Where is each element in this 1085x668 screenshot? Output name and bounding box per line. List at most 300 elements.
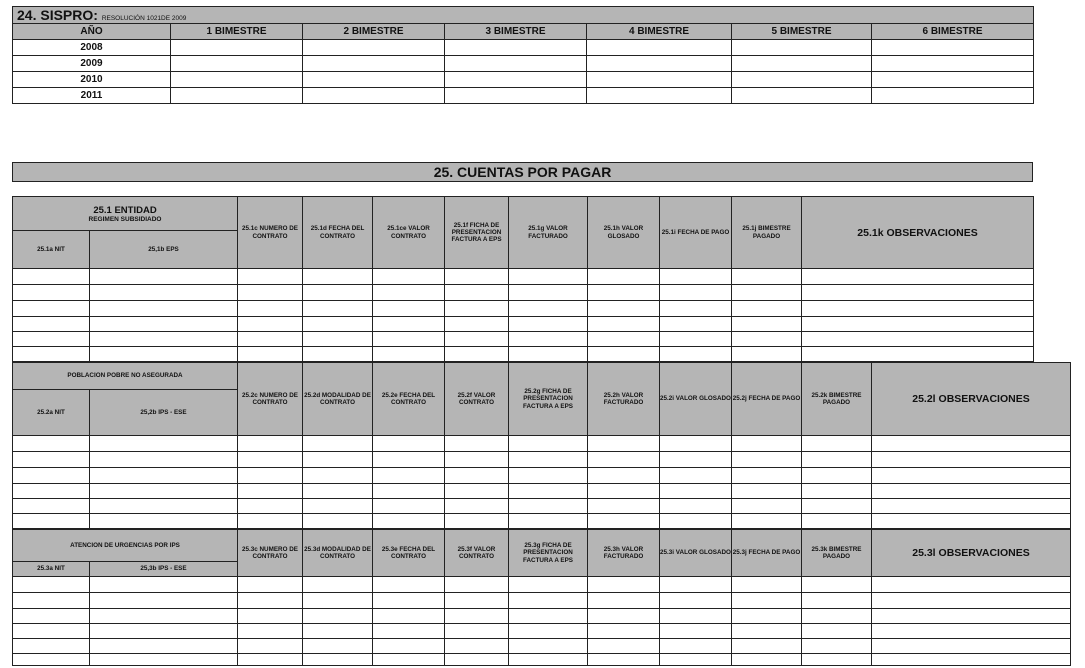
cell[interactable]: [13, 484, 90, 499]
cell[interactable]: [13, 436, 90, 452]
cell[interactable]: [90, 593, 238, 609]
value-cell[interactable]: [587, 88, 732, 104]
cell[interactable]: [660, 301, 732, 317]
value-cell[interactable]: [587, 72, 732, 88]
col-valor-glosado: 25.3i VALOR GLOSADO: [660, 530, 732, 577]
value-cell[interactable]: [303, 88, 445, 104]
year-cell: 2011: [13, 88, 171, 104]
bimestre-4-header: 4 BIMESTRE: [587, 24, 732, 40]
cell[interactable]: [660, 452, 732, 468]
value-cell[interactable]: [445, 56, 587, 72]
cell[interactable]: [238, 499, 303, 514]
col-nit: 25.1a NIT: [13, 231, 90, 269]
cell[interactable]: [509, 499, 588, 514]
cell[interactable]: [660, 499, 732, 514]
cell[interactable]: [13, 624, 90, 639]
cell[interactable]: [13, 332, 90, 347]
cell[interactable]: [802, 301, 1034, 317]
cell[interactable]: [802, 484, 872, 499]
cell[interactable]: [732, 654, 802, 666]
cell[interactable]: [90, 499, 238, 514]
table-row: [13, 269, 1034, 285]
col-bimestre-pagado: 25.1j BIMESTRE PAGADO: [732, 197, 802, 269]
entidad-subtitle: REGIMEN SUBSIDIADO: [88, 215, 162, 223]
cell[interactable]: [13, 609, 90, 624]
cell[interactable]: [303, 624, 373, 639]
cell[interactable]: [588, 332, 660, 347]
cell[interactable]: [373, 301, 445, 317]
cell[interactable]: [238, 452, 303, 468]
cell[interactable]: [90, 452, 238, 468]
col-valor-contrato: 25.1ce VALOR CONTRATO: [373, 197, 445, 269]
cell[interactable]: [303, 347, 373, 362]
cell[interactable]: [802, 624, 872, 639]
cell[interactable]: [732, 499, 802, 514]
cell[interactable]: [13, 654, 90, 666]
cell[interactable]: [445, 577, 509, 593]
cell[interactable]: [509, 317, 588, 332]
cell[interactable]: [445, 332, 509, 347]
cell[interactable]: [13, 347, 90, 362]
cell[interactable]: [732, 624, 802, 639]
cell[interactable]: [802, 332, 1034, 347]
cell[interactable]: [238, 593, 303, 609]
sispro-header-row: [13, 24, 1034, 40]
cell[interactable]: [588, 484, 660, 499]
cell[interactable]: [802, 269, 1034, 285]
cell[interactable]: [872, 484, 1071, 499]
cell[interactable]: [660, 577, 732, 593]
value-cell[interactable]: [732, 56, 872, 72]
cell[interactable]: [802, 514, 872, 529]
cell[interactable]: [872, 577, 1071, 593]
poblacion-pobre-table: [12, 362, 1071, 529]
cell[interactable]: [872, 436, 1071, 452]
cell[interactable]: [509, 639, 588, 654]
cell[interactable]: [445, 609, 509, 624]
cell[interactable]: [303, 452, 373, 468]
table-row: [13, 332, 1034, 347]
value-cell[interactable]: [732, 88, 872, 104]
cell[interactable]: [373, 577, 445, 593]
cell[interactable]: [238, 577, 303, 593]
table-row: [13, 499, 1071, 514]
cell[interactable]: [872, 452, 1071, 468]
cell[interactable]: [872, 514, 1071, 529]
cell[interactable]: [373, 347, 445, 362]
col-nit: 25.3a NIT: [13, 562, 90, 577]
cell[interactable]: [238, 317, 303, 332]
cell[interactable]: [802, 468, 872, 484]
cell[interactable]: [802, 347, 1034, 362]
cell[interactable]: [732, 269, 802, 285]
cell[interactable]: [303, 332, 373, 347]
year-row: [13, 88, 1034, 104]
cell[interactable]: [373, 514, 445, 529]
value-cell[interactable]: [587, 40, 732, 56]
cell[interactable]: [588, 577, 660, 593]
table-row: [13, 624, 1071, 639]
cell[interactable]: [303, 436, 373, 452]
cell[interactable]: [445, 317, 509, 332]
col-modalidad-contrato: 25.3d MODALIDAD DE CONTRATO: [303, 530, 373, 577]
col-valor-contrato: 25.2f VALOR CONTRATO: [445, 363, 509, 436]
cell[interactable]: [588, 624, 660, 639]
cell[interactable]: [90, 317, 238, 332]
year-header: AÑO: [13, 24, 171, 40]
cell[interactable]: [588, 639, 660, 654]
cell[interactable]: [303, 301, 373, 317]
cell[interactable]: [445, 624, 509, 639]
cell[interactable]: [509, 624, 588, 639]
cell[interactable]: [588, 301, 660, 317]
value-cell[interactable]: [303, 40, 445, 56]
cell[interactable]: [509, 654, 588, 666]
cell[interactable]: [13, 452, 90, 468]
cell[interactable]: [660, 347, 732, 362]
cell[interactable]: [802, 499, 872, 514]
cell[interactable]: [660, 269, 732, 285]
year-cell: 2008: [13, 40, 171, 56]
value-cell[interactable]: [587, 56, 732, 72]
cell[interactable]: [588, 269, 660, 285]
cell[interactable]: [373, 609, 445, 624]
cell[interactable]: [90, 468, 238, 484]
cell[interactable]: [373, 484, 445, 499]
value-cell[interactable]: [445, 88, 587, 104]
cell[interactable]: [588, 468, 660, 484]
cell[interactable]: [13, 301, 90, 317]
cell[interactable]: [509, 347, 588, 362]
col-fecha-pago: 25.1i FECHA DE PAGO: [660, 197, 732, 269]
cell[interactable]: [509, 269, 588, 285]
table-row: [13, 484, 1071, 499]
bimestre-5-header: 5 BIMESTRE: [732, 24, 872, 40]
value-cell[interactable]: [732, 72, 872, 88]
cell[interactable]: [509, 514, 588, 529]
cell[interactable]: [238, 269, 303, 285]
cell[interactable]: [303, 609, 373, 624]
cell[interactable]: [303, 639, 373, 654]
cell[interactable]: [303, 285, 373, 301]
cell[interactable]: [90, 484, 238, 499]
sispro-title-cell: [13, 7, 1034, 24]
value-cell[interactable]: [872, 72, 1034, 88]
cell[interactable]: [90, 624, 238, 639]
cell[interactable]: [802, 577, 872, 593]
cell[interactable]: [373, 499, 445, 514]
table-row: [13, 654, 1071, 666]
cell[interactable]: [373, 269, 445, 285]
cell[interactable]: [238, 436, 303, 452]
cell[interactable]: [660, 468, 732, 484]
col-valor-facturado: 25.3h VALOR FACTURADO: [588, 530, 660, 577]
cell[interactable]: [802, 436, 872, 452]
cell[interactable]: [660, 654, 732, 666]
year-cell: 2009: [13, 56, 171, 72]
cuentas-por-pagar-title: 25. CUENTAS POR PAGAR: [12, 162, 1033, 182]
cell[interactable]: [445, 484, 509, 499]
cell[interactable]: [509, 609, 588, 624]
cell[interactable]: [90, 514, 238, 529]
table-row: [13, 577, 1071, 593]
cell[interactable]: [872, 624, 1071, 639]
cell[interactable]: [13, 285, 90, 301]
cell[interactable]: [445, 436, 509, 452]
cell[interactable]: [732, 436, 802, 452]
cell[interactable]: [802, 654, 872, 666]
cell[interactable]: [13, 317, 90, 332]
cell[interactable]: [872, 654, 1071, 666]
entidad-table: [12, 196, 1034, 362]
cell[interactable]: [90, 436, 238, 452]
value-cell[interactable]: [171, 88, 303, 104]
cell[interactable]: [588, 654, 660, 666]
cell[interactable]: [732, 317, 802, 332]
cell[interactable]: [588, 317, 660, 332]
value-cell[interactable]: [445, 72, 587, 88]
cell[interactable]: [509, 593, 588, 609]
cell[interactable]: [660, 609, 732, 624]
cell[interactable]: [303, 577, 373, 593]
cell[interactable]: [445, 301, 509, 317]
cell[interactable]: [238, 468, 303, 484]
cell[interactable]: [445, 514, 509, 529]
cell[interactable]: [13, 269, 90, 285]
entidad-group-header: [13, 197, 238, 231]
cell[interactable]: [732, 468, 802, 484]
cell[interactable]: [303, 654, 373, 666]
cell[interactable]: [90, 332, 238, 347]
cell[interactable]: [238, 654, 303, 666]
cell[interactable]: [373, 639, 445, 654]
value-cell[interactable]: [171, 72, 303, 88]
cell[interactable]: [660, 332, 732, 347]
year-cell: 2010: [13, 72, 171, 88]
cell[interactable]: [802, 609, 872, 624]
cell[interactable]: [373, 468, 445, 484]
table-row: [13, 347, 1034, 362]
cell[interactable]: [588, 452, 660, 468]
cell[interactable]: [373, 332, 445, 347]
cell[interactable]: [445, 347, 509, 362]
col-valor-facturado: 25.2h VALOR FACTURADO: [588, 363, 660, 436]
bimestre-2-header: 2 BIMESTRE: [303, 24, 445, 40]
cell[interactable]: [445, 452, 509, 468]
cell[interactable]: [238, 484, 303, 499]
cell[interactable]: [13, 577, 90, 593]
col-ips-ese: 25,2b IPS - ESE: [90, 390, 238, 436]
cell[interactable]: [303, 484, 373, 499]
cell[interactable]: [238, 332, 303, 347]
cell[interactable]: [90, 285, 238, 301]
cell[interactable]: [13, 639, 90, 654]
cell[interactable]: [303, 468, 373, 484]
entidad-title: 25.1 ENTIDAD: [93, 204, 157, 216]
col-fecha-pago: 25.3j FECHA DE PAGO: [732, 530, 802, 577]
cell[interactable]: [13, 514, 90, 529]
atencion-urgencias-header: ATENCION DE URGENCIAS POR IPS: [13, 530, 238, 562]
cell[interactable]: [303, 499, 373, 514]
cell[interactable]: [660, 593, 732, 609]
cell[interactable]: [509, 484, 588, 499]
cell[interactable]: [732, 484, 802, 499]
cell[interactable]: [802, 452, 872, 468]
table-row: [13, 468, 1071, 484]
cell[interactable]: [445, 468, 509, 484]
cell[interactable]: [732, 347, 802, 362]
cell[interactable]: [373, 624, 445, 639]
cell[interactable]: [13, 468, 90, 484]
cell[interactable]: [509, 301, 588, 317]
cell[interactable]: [802, 639, 872, 654]
col-valor-contrato: 25.3f VALOR CONTRATO: [445, 530, 509, 577]
table-row: [13, 639, 1071, 654]
col-ficha-presentacion: 25.2g FICHA DE PRESENTACION FACTURA A EPS: [509, 363, 588, 436]
cell[interactable]: [445, 499, 509, 514]
cell[interactable]: [588, 285, 660, 301]
cell[interactable]: [90, 347, 238, 362]
table-row: [13, 301, 1034, 317]
cell[interactable]: [90, 639, 238, 654]
cell[interactable]: [588, 593, 660, 609]
cell[interactable]: [732, 609, 802, 624]
cell[interactable]: [588, 514, 660, 529]
cell[interactable]: [445, 639, 509, 654]
col-eps: 25,1b EPS: [90, 231, 238, 269]
value-cell[interactable]: [171, 40, 303, 56]
cell[interactable]: [660, 285, 732, 301]
cell[interactable]: [238, 624, 303, 639]
cell[interactable]: [238, 285, 303, 301]
cell[interactable]: [660, 436, 732, 452]
cell[interactable]: [802, 285, 1034, 301]
cell[interactable]: [303, 269, 373, 285]
cell[interactable]: [588, 609, 660, 624]
cell[interactable]: [732, 514, 802, 529]
cell[interactable]: [445, 285, 509, 301]
year-row: [13, 56, 1034, 72]
cell[interactable]: [90, 301, 238, 317]
cell[interactable]: [732, 332, 802, 347]
cell[interactable]: [732, 593, 802, 609]
cell[interactable]: [509, 332, 588, 347]
cell[interactable]: [238, 514, 303, 529]
cell[interactable]: [588, 436, 660, 452]
cell[interactable]: [373, 593, 445, 609]
col-ficha-presentacion: 25.1f FICHA DE PRESENTACION FACTURA A EPS: [445, 197, 509, 269]
year-row: [13, 72, 1034, 88]
col-bimestre-pagado: 25.3k BIMESTRE PAGADO: [802, 530, 872, 577]
table-row: [13, 609, 1071, 624]
cell[interactable]: [373, 452, 445, 468]
value-cell[interactable]: [445, 40, 587, 56]
cell[interactable]: [509, 468, 588, 484]
col-fecha-contrato: 25.3e FECHA DEL CONTRATO: [373, 530, 445, 577]
value-cell[interactable]: [872, 56, 1034, 72]
cell[interactable]: [303, 593, 373, 609]
cell[interactable]: [588, 347, 660, 362]
value-cell[interactable]: [732, 40, 872, 56]
cell[interactable]: [373, 654, 445, 666]
value-cell[interactable]: [872, 40, 1034, 56]
col-fecha-contrato: 25.2e FECHA DEL CONTRATO: [373, 363, 445, 436]
table-row: [13, 436, 1071, 452]
cell[interactable]: [303, 514, 373, 529]
col-modalidad-contrato: 25.2d MODALIDAD DE CONTRATO: [303, 363, 373, 436]
col-bimestre-pagado: 25.2k BIMESTRE PAGADO: [802, 363, 872, 436]
col-numero-contrato: 25.2c NUMERO DE CONTRATO: [238, 363, 303, 436]
cell[interactable]: [660, 484, 732, 499]
cell[interactable]: [13, 593, 90, 609]
table-row: [13, 593, 1071, 609]
value-cell[interactable]: [171, 56, 303, 72]
sispro-resolution: RESOLUCIÓN 1021DE 2009: [101, 15, 187, 22]
cell[interactable]: [872, 499, 1071, 514]
cell[interactable]: [872, 609, 1071, 624]
cell[interactable]: [588, 499, 660, 514]
cell[interactable]: [373, 436, 445, 452]
table-row: [13, 452, 1071, 468]
cell[interactable]: [509, 452, 588, 468]
cell[interactable]: [802, 593, 872, 609]
cell[interactable]: [445, 593, 509, 609]
col-ficha-presentacion: 25.3g FICHA DE PRESENTACION FACTURA A EPS: [509, 530, 588, 577]
cell[interactable]: [238, 609, 303, 624]
cell[interactable]: [509, 436, 588, 452]
cell[interactable]: [238, 347, 303, 362]
value-cell[interactable]: [872, 88, 1034, 104]
cell[interactable]: [732, 639, 802, 654]
col-valor-glosado: 25.2i VALOR GLOSADO: [660, 363, 732, 436]
cell[interactable]: [90, 654, 238, 666]
cell[interactable]: [660, 624, 732, 639]
cell[interactable]: [660, 317, 732, 332]
cell[interactable]: [802, 317, 1034, 332]
col-nit: 25.2a NIT: [13, 390, 90, 436]
cell[interactable]: [90, 577, 238, 593]
cell[interactable]: [373, 317, 445, 332]
cell[interactable]: [732, 301, 802, 317]
cell[interactable]: [373, 285, 445, 301]
cell[interactable]: [872, 593, 1071, 609]
cell[interactable]: [13, 499, 90, 514]
cell[interactable]: [509, 577, 588, 593]
value-cell[interactable]: [303, 56, 445, 72]
cell[interactable]: [732, 285, 802, 301]
cell[interactable]: [238, 639, 303, 654]
cell[interactable]: [445, 269, 509, 285]
cell[interactable]: [872, 468, 1071, 484]
cell[interactable]: [90, 269, 238, 285]
cell[interactable]: [238, 301, 303, 317]
col-numero-contrato: 25.3c NUMERO DE CONTRATO: [238, 530, 303, 577]
sispro-title: 24. SISPRO:: [17, 7, 98, 23]
cell[interactable]: [732, 452, 802, 468]
cell[interactable]: [445, 654, 509, 666]
col-valor-glosado: 25.1h VALOR GLOSADO: [588, 197, 660, 269]
value-cell[interactable]: [303, 72, 445, 88]
cell[interactable]: [90, 609, 238, 624]
cell[interactable]: [732, 577, 802, 593]
atencion-urgencias-table: [12, 529, 1071, 666]
table-row: [13, 285, 1034, 301]
cell[interactable]: [509, 285, 588, 301]
cell[interactable]: [303, 317, 373, 332]
cell[interactable]: [872, 639, 1071, 654]
cell[interactable]: [660, 514, 732, 529]
cell[interactable]: [660, 639, 732, 654]
